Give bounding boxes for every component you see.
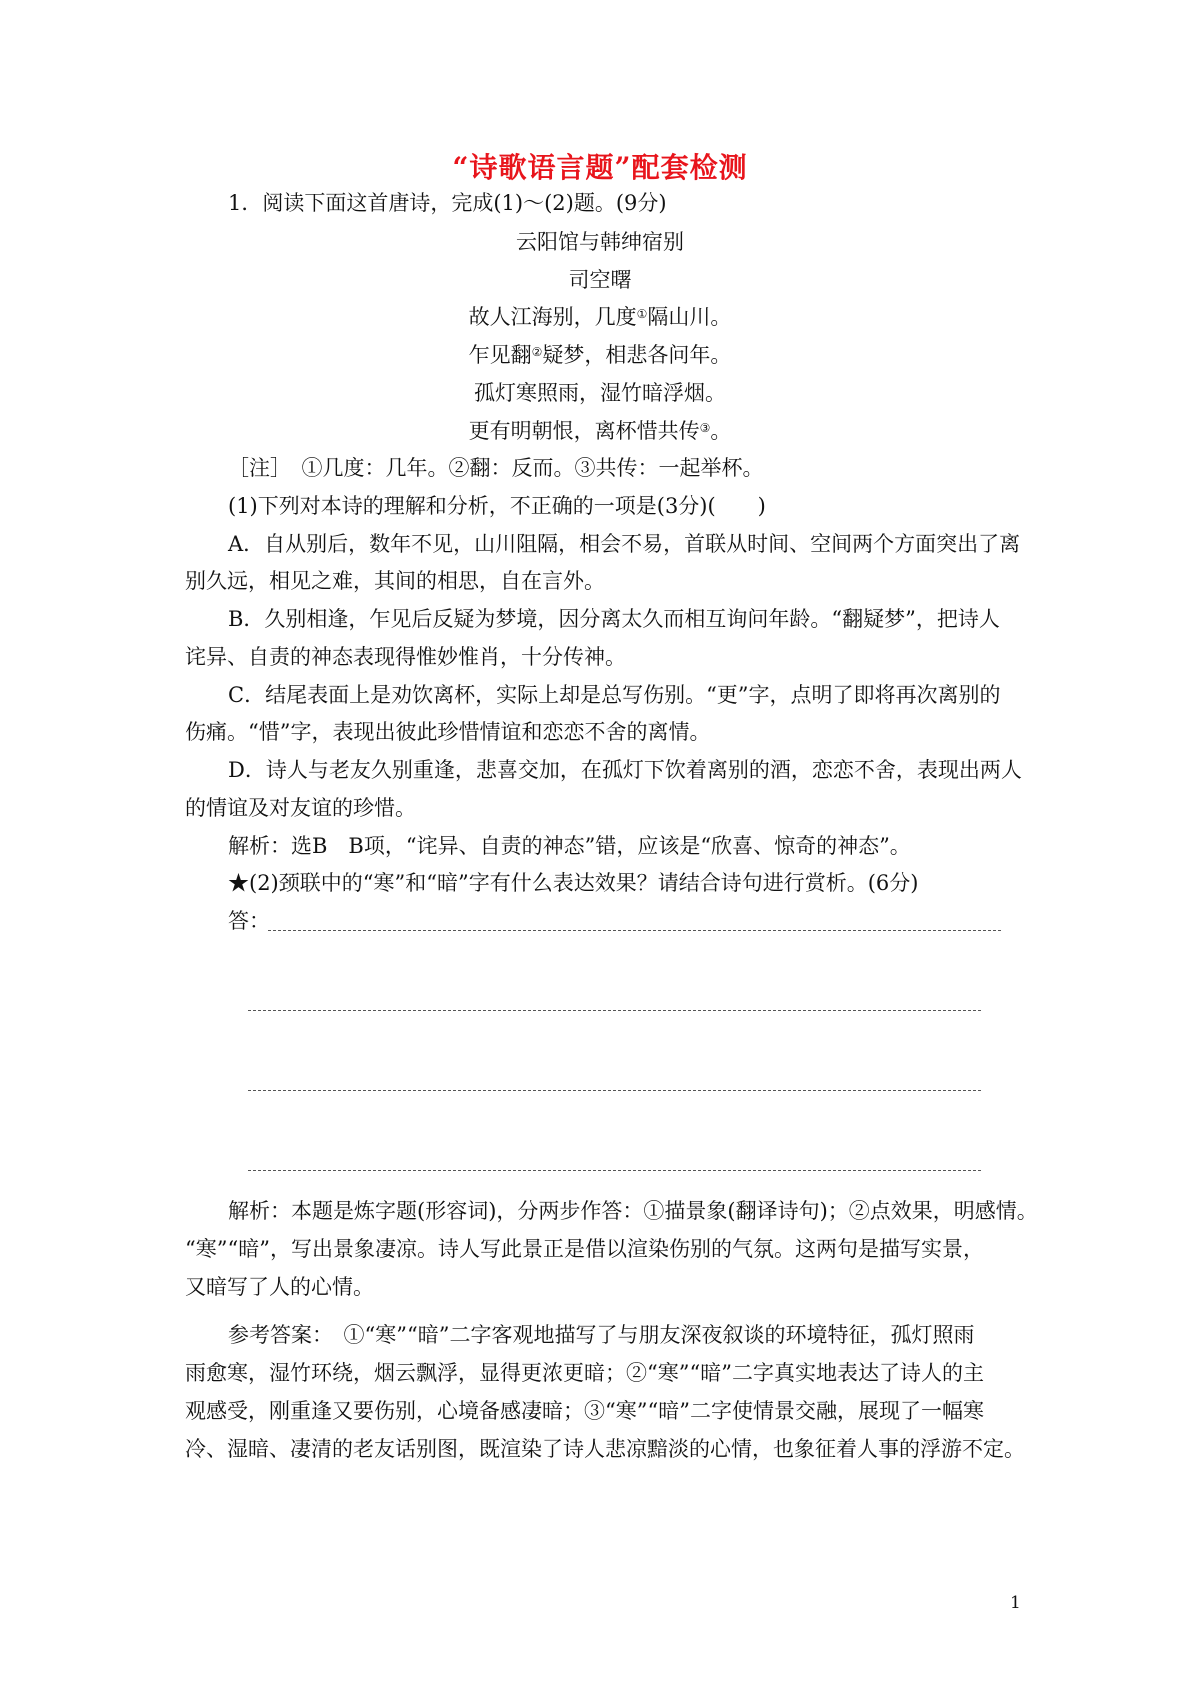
verse-text: 故人江海别，几度 <box>468 305 637 329</box>
answer-blank-line[interactable] <box>248 1170 981 1171</box>
analysis-line-2: “寒”“暗”，写出景象凄凉。诗人写此景正是借以渲染伤别的气氛。这两句是描写实景， <box>185 1237 984 1261</box>
option-a-line-2: 别久远，相见之难，其间的相思，自在言外。 <box>185 569 605 593</box>
answer-label: 答： <box>228 909 270 933</box>
verse-text: 孤灯寒照雨，湿竹暗浮烟。 <box>474 381 726 405</box>
answer-blank-line[interactable] <box>248 1090 981 1091</box>
poem-footnote: ［注］ ①几度：几年。②翻：反而。③共传：一起举杯。 <box>228 456 764 480</box>
option-b-line-1: B．久别相逢，乍见后反疑为梦境，因分离太久而相互询问年龄。“翻疑梦”，把诗人 <box>228 607 1000 631</box>
reference-answer-line-4: 冷、湿暗、凄清的老友话别图，既渲染了诗人悲凉黯淡的心情，也象征着人事的浮游不定。 <box>185 1437 1025 1461</box>
page-number: 1 <box>1010 1593 1021 1613</box>
question-1-prompt: 1．阅读下面这首唐诗，完成(1)～(2)题。(9分) <box>228 191 667 215</box>
footnote-marker: ② <box>531 345 543 359</box>
verse-text: 更有明朝恨，离杯惜共传 <box>468 419 700 443</box>
poem-verse-1 <box>0 302 1200 332</box>
sub-question-1-analysis: 解析：选B B项，“诧异、自责的神态”错，应该是“欣喜、惊奇的神态”。 <box>228 834 911 858</box>
option-d-line-2: 的情谊及对友谊的珍惜。 <box>185 796 416 820</box>
footnote-marker: ① <box>636 307 648 321</box>
verse-text: 乍见翻 <box>468 343 532 367</box>
reference-answer-line-1: 参考答案： ①“寒”“暗”二字客观地描写了与朋友深夜叙谈的环境特征，孤灯照雨 <box>228 1323 975 1347</box>
verse-text: 疑梦，相悲各问年。 <box>542 343 732 367</box>
poem-verse-2 <box>0 340 1200 370</box>
reference-answer-line-3: 观感受，刚重逢又要伤别，心境备感凄暗；③“寒”“暗”二字使情景交融，展现了一幅寒 <box>185 1399 984 1423</box>
verse-text: 。 <box>710 419 732 443</box>
analysis-line-3: 又暗写了人的心情。 <box>185 1275 374 1299</box>
option-d-line-1: D．诗人与老友久别重逢，悲喜交加，在孤灯下饮着离别的酒，恋恋不舍，表现出两人 <box>228 758 1022 782</box>
footnote-marker: ③ <box>699 421 711 435</box>
option-a-line-1: A．自从别后，数年不见，山川阻隔，相会不易，首联从时间、空间两个方面突出了离 <box>228 532 1021 556</box>
option-c-line-1: C．结尾表面上是劝饮离杯，实际上却是总写伤别。“更”字，点明了即将再次离别的 <box>228 683 1001 707</box>
page-title: “诗歌语言题”配套检测 <box>452 151 748 184</box>
analysis-line-1: 解析：本题是炼字题(形容词)，分两步作答：①描景象(翻译诗句)；②点效果，明感情。 <box>228 1199 1038 1223</box>
answer-blank-line[interactable] <box>248 1010 981 1011</box>
sub-question-2-prompt: ★(2)颈联中的“寒”和“暗”字有什么表达效果？请结合诗句进行赏析。(6分) <box>228 871 919 895</box>
sub-question-1-prompt: (1)下列对本诗的理解和分析，不正确的一项是(3分)( ) <box>228 494 766 518</box>
poem-title: 云阳馆与韩绅宿别 <box>516 230 684 254</box>
poem-author: 司空曙 <box>568 268 632 292</box>
poem-verse-3 <box>0 378 1200 408</box>
poem-verse-4 <box>0 416 1200 446</box>
reference-answer-line-2: 雨愈寒，湿竹环绕，烟云飘浮，显得更浓更暗；②“寒”“暗”二字真实地表达了诗人的主 <box>185 1361 984 1385</box>
verse-text: 隔山川。 <box>647 305 732 329</box>
option-c-line-2: 伤痛。“惜”字，表现出彼此珍惜情谊和恋恋不舍的离情。 <box>185 720 711 744</box>
answer-blank-line[interactable] <box>268 930 1001 931</box>
option-b-line-2: 诧异、自责的神态表现得惟妙惟肖，十分传神。 <box>185 645 626 669</box>
